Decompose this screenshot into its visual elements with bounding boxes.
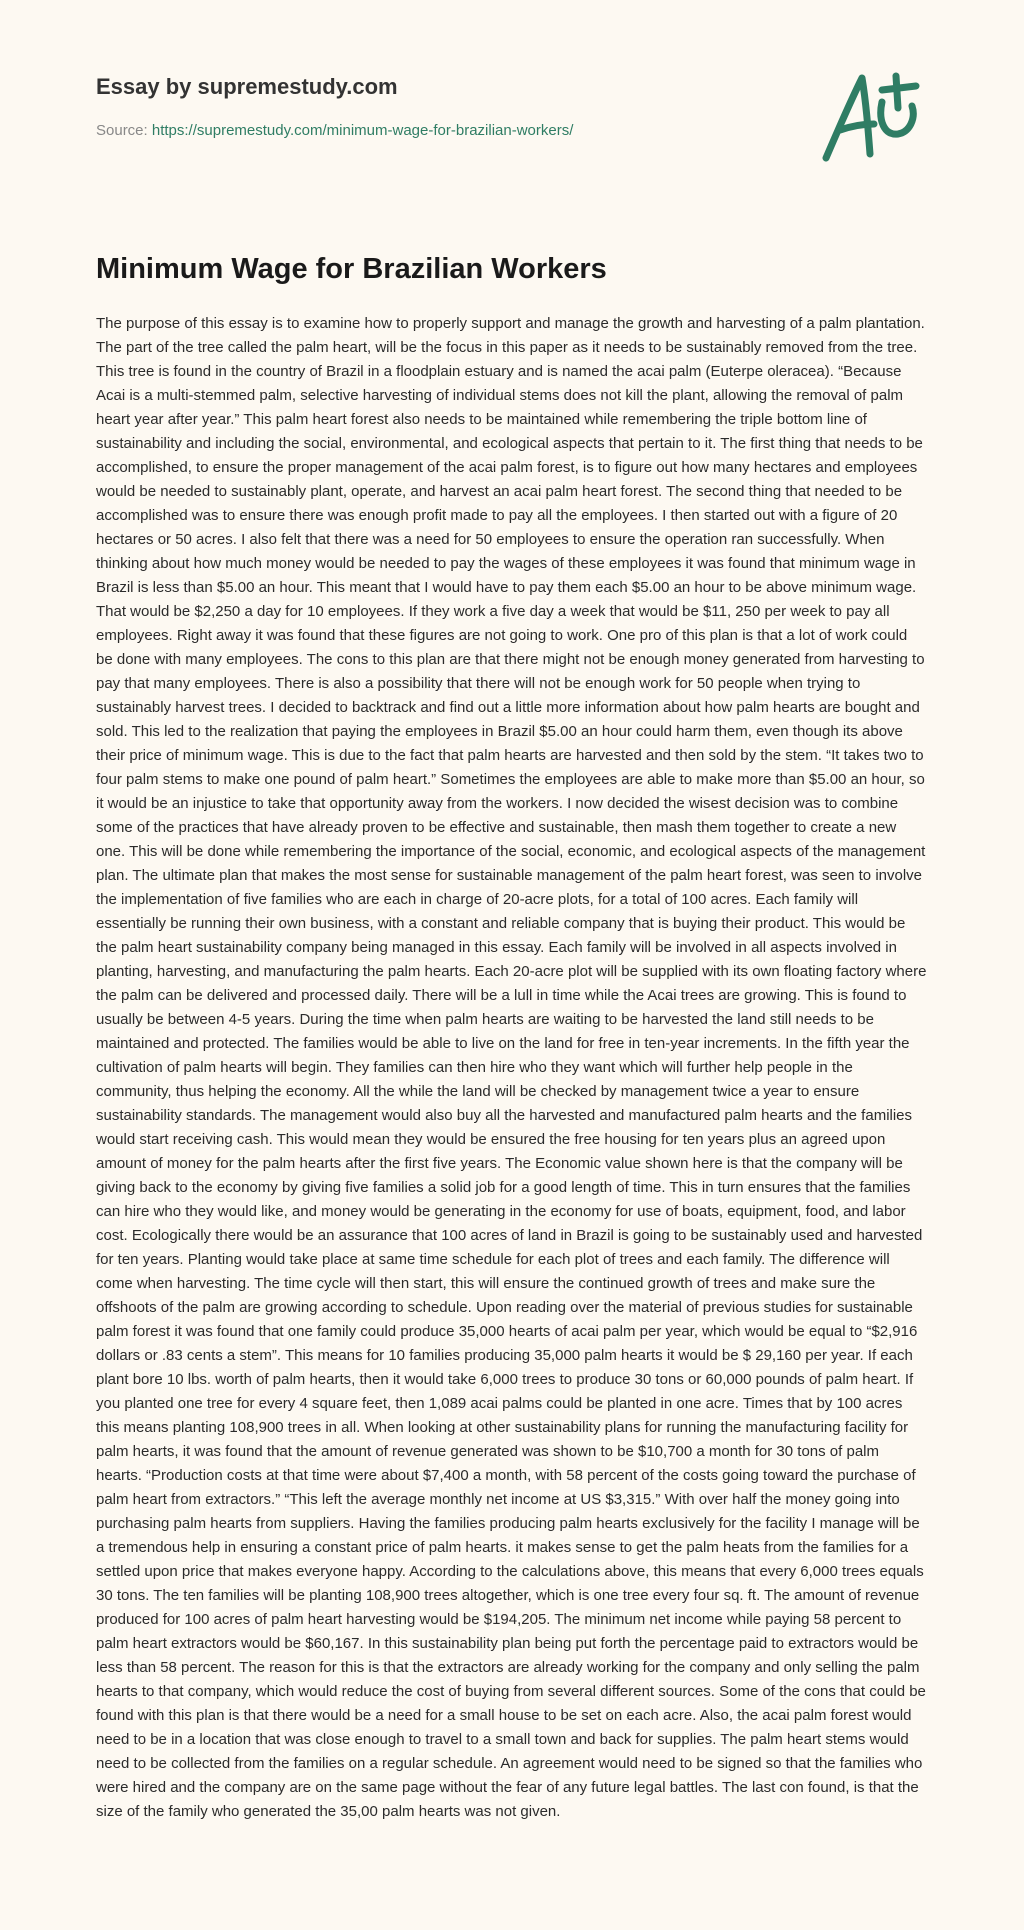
site-title: Essay by supremestudy.com — [96, 74, 398, 99]
a-plus-logo-icon — [820, 68, 924, 168]
source-label: Source: — [96, 122, 148, 139]
source-link[interactable]: https://supremestudy.com/minimum-wage-for-brazilian-workers/ — [151, 122, 574, 139]
essay-title: Minimum Wage for Brazilian Workers — [96, 253, 607, 285]
essay-body: The purpose of this essay is to examine how to properly support and manage the growth and harvesting of a palm plantation. The part of the tree called the palm heart, will be the focus in this paper as it needs to be sustainably removed from the tree. This tree is found in the country of Brazil in a floodplain estuary and is named the acai palm (Euterpe oleracea). “Because Acai is a multi-stemmed palm, selective harvesting of individual stems does not kill the plant, allowing the removal of palm heart year after year.” This palm heart forest also needs to be maintained while remembering the triple bottom line of sustainability and including the social, environmental, and ecological aspects that pertain to it. The first thing that needs to be accomplished, to ensure the proper management of the acai palm forest, is to figure out how many hectares and employees would be needed to sustainably plant, operate, and harvest an acai palm heart forest. The second thing that needed to be accomplished was to ensure there was enough profit made to pay all the employees. I then started out with a figure of 20 hectares or 50 acres. I also felt that there was a need for 50 employees to ensure the operation ran successfully. When thinking about how much money would be needed to pay the wages of these employees it was found that minimum wage in Brazil is less than $5.00 an hour. This meant that I would have to pay them each $5.00 an hour to be above minimum wage. That would be $2,250 a day for 10 employees. If they work a five day a week that would be $11, 250 per week to pay all employees. Right away it was found that these figures are not going to work. One pro of this plan is that a lot of work could be done with many employees. The cons to this plan are that there might not be enough money generated from harvesting to pay that many employees. There is also a possibility that there will not be enough work for 50 people when trying to sustainably harvest trees. I decided to backtrack and find out a little more information about how palm hearts are bought and sold. This led to the realization that paying the employees in Brazil $5.00 an hour could harm them, even though its above their price of minimum wage. This is due to the fact that palm hearts are harvested and then sold by the stem. “It takes two to four palm stems to make one pound of palm heart.” Sometimes the employees are able to make more than $5.00 an hour, so it would be an injustice to take that opportunity away from the workers. I now decided the wisest decision was to combine some of the practices that have already proven to be effective and sustainable, then mash them together to create a new one. This will be done while remembering the importance of the social, economic, and ecological aspects of the management plan. The ultimate plan that makes the most sense for sustainable management of the palm heart forest, was seen to involve the implementation of five families who are each in charge of 20-acre plots, for a total of 100 acres. Each family will essentially be running their own business, with a constant and reliable company that is buying their product. This would be the palm heart sustainability company being managed in this essay. Each family will be involved in all aspects involved in planting, harvesting, and manufacturing the palm hearts. Each 20-acre plot will be supplied with its own floating factory where the palm can be delivered and processed daily. There will be a lull in time while the Acai trees are growing. This is found to usually be between 4-5 years. During the time when palm hearts are waiting to be harvested the land still needs to be maintained and protected. The families would be able to live on the land for free in ten-year increments. In the fifth year the cultivation of palm hearts will begin. They families can then hire who they want which will further help people in the community, thus helping the economy. All the while the land will be checked by management twice a year to ensure sustainability standards. The management would also buy all the harvested and manufactured palm hearts and the families would start receiving cash. This would mean they would be ensured the free housing for ten years plus an agreed upon amount of money for the palm hearts after the first five years. The Economic value shown here is that the company will be giving back to the economy by giving five families a solid job for a good length of time. This in turn ensures that the families can hire who they would like, and money would be generating in the economy for use of boats, equipment, food, and labor cost. Ecologically there would be an assurance that 100 acres of land in Brazil is going to be sustainably used and harvested for ten years. Planting would take place at same time schedule for each plot of trees and each family. The difference will come when harvesting. The time cycle will then start, this will ensure the continued growth of trees and make sure the offshoots of the palm are growing according to schedule. Upon reading over the material of previous studies for sustainable palm forest it was found that one family could produce 35,000 hearts of acai palm per year, which would be equal to “$2,916 dollars or .83 cents a stem”. This means for 10 families producing 35,000 palm hearts it would be $ 29,160 per year. If each plant bore 10 lbs. worth of palm hearts, then it would take 6,000 trees to produce 30 tons or 60,000 pounds of palm heart. If you planted one tree for every 4 square feet, then 1,089 acai palms could be planted in one acre. Times that by 100 acres this means planting 108,900 trees in all. When looking at other sustainability plans for running the manufacturing facility for palm hearts, it was found that the amount of revenue generated was shown to be $10,700 a month for 30 tons of palm hearts. “Production costs at that time were about $7,400 a month, with 58 percent of the costs going toward the purchase of palm heart from extractors.” “This left the average monthly net income at US $3,315.” With over half the money going into purchasing palm hearts from suppliers. Having the families producing palm hearts exclusively for the facility I manage will be a tremendous help in ensuring a constant price of palm hearts. it makes sense to get the palm heats from the families for a settled upon price that makes everyone happy. According to the calculations above, this means that every 6,000 trees equals 30 tons. The ten families will be planting 108,900 trees altogether, which is one tree every four sq. ft. The amount of revenue produced for 100 acres of palm heart harvesting would be $194,205. The minimum net income while paying 58 percent to palm heart extractors would be $60,167. In this sustainability plan being put forth the percentage paid to extractors would be less than 58 percent. The reason for this is that the extractors are already working for the company and only selling the palm hearts to that company, which would reduce the cost of buying from several different sources. Some of the cons that could be found with this plan is that there would be a need for a small house to be set on each acre. Also, the acai palm forest would need to be in a location that was close enough to travel to a small town and back for supplies. The palm heart stems would need to be collected from the families on a regular schedule. An agreement would need to be signed so that the families who were hired and the company are on the same page without the fear of any future legal battles. The last con found, is that the size of the family who generated the 35,00 palm hearts was not given. — [96, 315, 927, 1820]
header — [96, 0, 928, 200]
page — [96, 0, 928, 1820]
source-line — [96, 122, 573, 139]
